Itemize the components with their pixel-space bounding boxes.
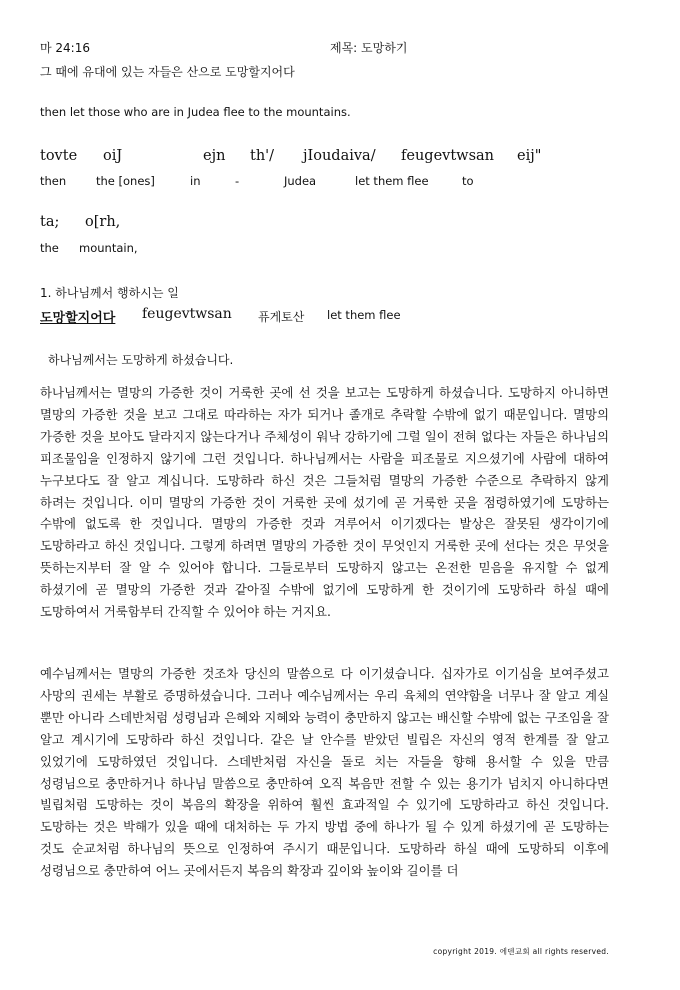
body-paragraph-1: 하나님께서는 멸망의 가증한 것이 거룩한 곳에 선 것을 보고는 도망하게 하셨습니다. 도망하지 아니하면 멸망의 가증한 것을 보고 그대로 따라하는 자가 되거나 졸개로 추락할 수밖에 없기 때문입니다. 멸망의 가증한 것을 보아도 달라지지 않는다거나 주체성이 워낙 강하기에 그럴 일이 전혀 없다는 자들은 하나님의 피조물임을 인정하지 않기에 그런 것입니다. 하나님께서는 사람을 피조물로 지으셨기에 사람에 대하여 누구보다도 잘 알고 계십니다. 도망하라 하신 것은 그들처럼 멸망의 가증한 수준으로 추락하지 않게 하려는 것입니다. 이미 멸망의 가증한 것이 거룩한 곳에 섰기에 곧 거룩한 곳을 점령하였기에 도망하는 수밖에 없도록 한 것입니다. 멸망의 가증한 것과 겨루어서 이기겠다는 발상은 잘못된 생각이기에 도망하라고 하신 것입니다. 그렇게 하려면 멸망의 가증한 것이 무엇인지 거룩한 곳에 선다는 것은 무엇을 뜻하는지부터 잘 알 수 있어야 합니다. 그들로부터 도망하지 않고는 온전한 믿음을 유지할 수 없게 하셨기에 곧 멸망의 가증한 것과 같아질 수밖에 없기에 도망하게 한 것이기에 도망하라 하실 때에 도망하여서 거룩함부터 간직할 수 있어야 하는 거지요. [40,385,609,620]
english-gloss: Judea [284,174,317,188]
english-gloss: in [190,174,201,188]
greek-word: tovte [40,148,78,164]
sermon-title: 제목: 도망하기 [330,41,408,55]
english-verse: then let those who are in Judea flee to the mountains. [40,105,351,119]
english-gloss: the [40,241,59,255]
verse-reference: 마 24:16 [40,41,90,55]
greek-word: ejn [203,148,226,164]
korean-verse: 그 때에 유대에 있는 자들은 산으로 도망할지어다 [40,65,295,79]
greek-word: eij" [517,148,542,164]
greek-word: ta; [40,214,60,230]
keyword-korean: 도망할지어다 [40,311,116,326]
english-gloss: the [ones] [96,174,155,188]
greek-word: feugevtwsan [401,148,495,164]
english-gloss: let them flee [355,174,429,188]
keyword-transliteration: 퓨게토산 [258,310,305,324]
greek-word: th'/ [250,148,275,164]
keyword-english: let them flee [327,308,401,322]
body-paragraph-2: 예수님께서는 멸망의 가증한 것조차 당신의 말씀으로 다 이기셨습니다. 십자가로 이기심을 보여주셨고 사망의 권세는 부활로 증명하셨습니다. 그러나 예수님께서는 우리 육체의 연약함을 너무나 잘 알고 계실 뿐만 아니라 스데반처럼 성령님과 은혜와 지혜와 능력이 충만하지 않고는 배신할 수밖에 없는 구조임을 잘 알고 계시기에 도망하라 하신 것입니다. 같은 날 안수를 받았던 빌립은 자신의 영적 한계를 잘 알고 있었기에 도망하였던 것입니다. 스데반처럼 자신을 돌로 치는 자들을 향해 용서할 수 있을 만큼 성령님으로 충만하거나 하나님 말씀으로 충만하여 오직 복음만 전할 수 있는 용기가 넘치지 아니하다면 빌립처럼 도망하는 것이 복음의 확장을 위하여 훨씬 효과적일 수 있기에 도망하라고 하신 것입니다. 도망하는 것은 박해가 있을 때에 대처하는 두 가지 방법 중에 하나가 될 수 있게 하셨기에 곧 도망하는 것도 순교처럼 하나님의 뜻으로 인정하여 주시기 때문입니다. 도망하라 하실 때에 도망하되 이후에 성령님으로 충만하여 어느 곳에서든지 복음의 확장과 깊이와 높이와 길이를 더 [40,666,609,879]
section-heading: 1. 하나님께서 행하시는 일 [40,286,179,300]
keyword-greek: feugevtwsan [142,306,232,322]
english-gloss: - [235,174,240,188]
greek-word: oiJ [103,148,123,164]
greek-word: o[rh, [85,214,121,230]
greek-word: jIoudaiva/ [303,148,376,164]
english-gloss: to [462,174,474,188]
lead-sentence: 하나님께서는 도망하게 하셨습니다. [48,353,234,367]
copyright-footer: copyright 2019. 에덴교회 all rights reserved. [433,947,609,956]
english-gloss: then [40,174,67,188]
english-gloss: mountain, [79,241,138,255]
